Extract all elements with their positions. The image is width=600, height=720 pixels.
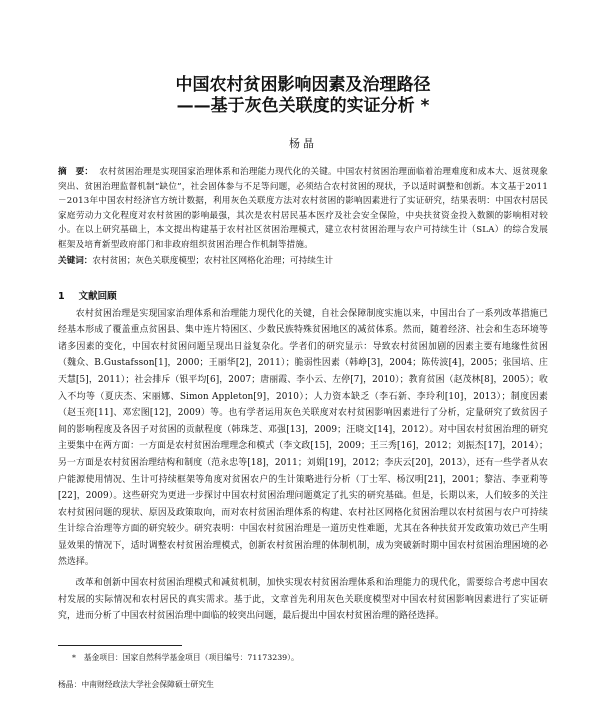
keywords-label: 关键词： [58, 255, 93, 266]
abstract-text: 农村贫困治理是实现国家治理体系和治理能力现代化的关键。中国农村贫困治理面临着治理难度和成本大、返贫现象突出、贫困治理监督机制“缺位”，社会固体参与不足等问题，必须结合农村贫困的现状，予以适时调整和创新。本文基于2011－2013年中国农村经济官方统计数据，利用灰色关联度方法对农村贫困的影响因素进行了实证研究，结果表明：中国农村居民家庭劳动力文化程度对农村贫困的影响最强，其次是农村居民基本医疗及社会安全保险，中央扶贫资金投入数额的影响相对较小。在以上研究基础上，本文提出构建基于农村社区贫困治理模式，建立农村贫困治理与农户可持续生计（SLA）的综合发展框架及培育新型政府部门和非政府组织贫困治理合作机制等措施。 [58, 167, 548, 250]
section-heading [58, 288, 548, 302]
section-title: 文献回顾 [78, 290, 117, 302]
body-paragraph-2: 改革和创新中国农村贫困治理模式和减贫机制，加快实现农村贫困治理体系和治理能力的现代化，需要综合考虑中国农村发展的实际情况和农村居民的真实需求。基于此，文章首先利用灰色关联度模型对中国农村贫困影响因素进行了实证研究，进而分析了中国农村贫困治理中面临的较突出问题，最后提出中国农村贫困治理的路径选择。 [58, 578, 548, 622]
abstract [58, 165, 548, 253]
keywords-text: 农村贫困；灰色关联度模型；农村社区网格化治理；可持续生计 [92, 255, 334, 266]
author-note: 杨晶：中南财经政法大学社会保障硕士研究生 [58, 679, 214, 689]
body-paragraph-1: 农村贫困治理是实现国家治理体系和治理能力现代化的关键，自社会保障制度实施以来，中国出台了一系列改革措施已经基本形成了覆盖重点贫困县、集中连片特困区、少数民族特殊贫困地区的减贫体系。然而，随着经济、社会和生态环境等诸多因素的变化，中国农村贫困问题呈现出日益复杂化。学者们的研究显示：导致农村贫困加剧的因素主要有地缘性贫困（魏众、B.Gustafsson[1]，2000；王丽华[2]，2011）；脆弱性因素（韩峥[3]，2004；陈传波[4]，2005；张国培、庄天慧[5]，2011）；社会排斥（银平均[6]，2007；唐丽霞、李小云、左停[7]，2010）；教育贫困（赵茂林[8]，2005）；收入不均等（夏庆杰、宋丽娜、Simon Appleton[9]，2010）；人力资本缺乏（李石新、李玲利[10]，2013）；制度因素（赵玉亮[11]、邓宏图[12]，2009）等。也有学者运用灰色关联度对农村贫困影响因素进行了分析，定量研究了致贫因子间的影响程度及各因子对贫困的贡献程度（韩珠芝、邓强[13]，2009；汪晓文[14]，2012）。对中国农村贫困治理的研究主要集中在两方面：一方面是农村贫困治理理念和模式（李文政[15]，2009；王三秀[16]，2012；刘振杰[17]，2014）；另一方面是农村贫困治理结构和制度（范永忠等[18]，2011；刘娟[19]，2012；李庆云[20]，2013），还有一些学者从农户能源使用情况、生计可持续框架等角度对贫困农户的生计策略进行分析（丁士军、杨汉明[21]，2001；黎洁、李亚莉等[22]，2009）。这些研究为更进一步探讨中国农村贫困治理问题奠定了扎实的研究基础。但是，长期以来，人们较多的关注农村贫困问题的现状、原因及政策取向，而对农村贫困治理体系的构建、农村社区网格化贫困治理以农村贫困与农户可持续生计综合治理等方面的研究较少。研究表明：中国农村贫困治理是一道历史性难题，尤其在各种扶贫开发政策功效已产生明显效果的情况下，适时调整农村贫困治理模式，创新农村贫困治理的体制机制，成为突破新时期中国农村贫困治理困境的必然选择。 [58, 308, 548, 568]
author-name: 杨晶 [289, 137, 317, 150]
keywords [58, 254, 548, 268]
funding-footnote: * 基金项目：国家自然科学基金项目（项目编号：71173239）。 [72, 652, 299, 662]
paper-subtitle: ——基于灰色关联度的实证分析 * [176, 96, 430, 116]
footnote-divider [58, 645, 182, 646]
abstract-label: 摘 要： [58, 167, 94, 177]
paper-title: 中国农村贫困影响因素及治理路径 [175, 75, 431, 95]
section-number: 1 [58, 290, 65, 302]
